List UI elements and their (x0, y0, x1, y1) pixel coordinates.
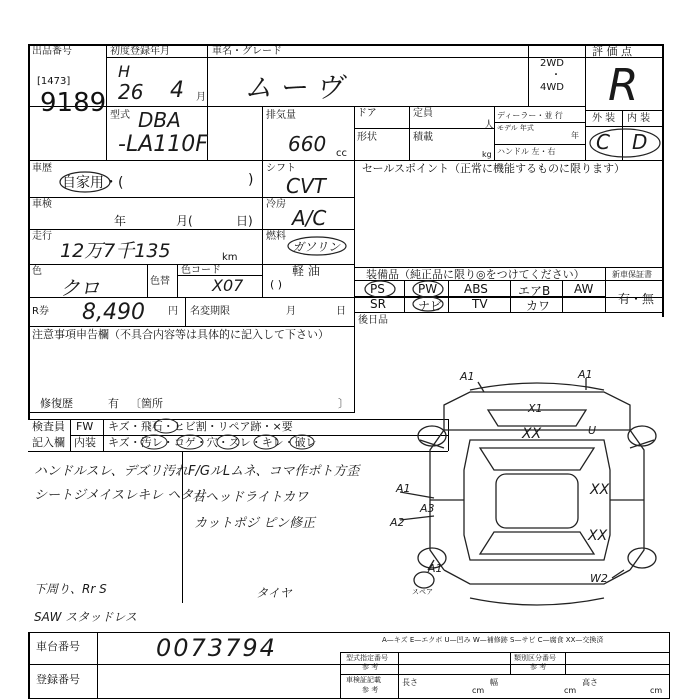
length-cm: cm (472, 686, 485, 695)
fuel-option: 軽 油 (292, 264, 320, 278)
interior-label: 内 装 (627, 113, 651, 124)
drive-2wd: 2WD (540, 58, 564, 69)
displacement-label: 排気量 (266, 110, 296, 121)
remark-5: カットポジ ピン修正 (194, 516, 316, 531)
ref-label-2: 参 考 (530, 663, 547, 671)
inspector-circle-marks (104, 418, 449, 452)
repair-label: 修復歴 (40, 397, 73, 410)
inspector-label-2: 記入欄 (32, 436, 65, 449)
width-label: 幅 (490, 678, 498, 687)
history-label: 車歴 (32, 163, 52, 174)
km-unit: km (222, 252, 238, 263)
remark-7: タイヤ (256, 586, 292, 600)
ref-label-3: 参 考 (362, 686, 379, 694)
height-cm: cm (650, 686, 663, 695)
history-value: 自家用・( (62, 175, 124, 191)
mark-a1-top-right: A1 (578, 368, 593, 381)
equip-airbag: エアB (518, 284, 551, 298)
remark-1: ハンドルスレ、デズリ汚れ (34, 464, 189, 479)
sales-point-label: セールスポイント（正常に機能するものに限ります） (362, 162, 626, 175)
shift-value: CVT (286, 174, 326, 198)
shift-label: シフト (266, 163, 296, 174)
width-cm: cm (564, 686, 577, 695)
color-change-label: 色替 (150, 276, 170, 287)
year-unit: 年 (571, 131, 579, 140)
remark-2: シートジメイスレキレ ヘタリ (34, 488, 207, 503)
exterior-label: 外 装 (592, 113, 616, 124)
drive-4wd: 4WD (540, 82, 564, 93)
equip-abs: ABS (464, 282, 488, 296)
chassis-label: 車台番号 (36, 640, 80, 653)
color-label: 色 (32, 266, 42, 277)
interior-insp-label: 内装 (74, 436, 96, 449)
new-warranty-label: 新車保証書 (612, 270, 652, 279)
load-label: 積載 (413, 132, 433, 143)
equipment-label: 装備品（純正品に限り◎をつけてください） (366, 268, 585, 281)
ac-value: A/C (292, 206, 327, 230)
fw-items: キズ・飛石・ヒビ割・リペア跡・×要 (108, 420, 293, 433)
shape-label: 形状 (357, 132, 377, 143)
reg-year: 26 (118, 80, 144, 104)
model-label: 車名・グレード (212, 46, 282, 57)
interior-grade: D (632, 130, 648, 154)
mark-w2: W2 (590, 572, 608, 585)
dealer-label: ディーラー・並 行 (497, 111, 563, 120)
grade-circle-mark (588, 126, 663, 160)
score-value: R (608, 60, 639, 111)
mark-a3: A3 (420, 502, 435, 515)
era: H (118, 62, 131, 81)
repair-value: 有 (108, 397, 119, 410)
mark-xx-b: XX (590, 482, 610, 498)
location-label: 〔箇所 (130, 397, 163, 410)
type-label: 型式 (110, 110, 130, 121)
lot-number: 9189 (40, 88, 107, 118)
remark-6: 下周り、Rr S (34, 582, 107, 596)
mark-x1: X1 (528, 402, 543, 415)
model-year-label: モデル 年式 (497, 124, 534, 132)
spec-label: 車検証記載 (346, 676, 381, 684)
type-cert-label: 型式指定番号 (346, 654, 388, 662)
doors-label: ドア (357, 108, 377, 119)
equip-leather: カワ (526, 299, 551, 313)
yen-unit: 円 (168, 306, 178, 317)
inspection-month-unit: 月( (176, 214, 193, 228)
ref-label-1: 参 考 (362, 663, 379, 671)
mileage-value: 12万7千135 (60, 240, 171, 262)
history-close: ) (248, 172, 254, 188)
inspection-label: 車検 (32, 199, 52, 210)
mark-a2: A2 (390, 516, 405, 529)
history-circle-mark (58, 170, 112, 194)
mark-u: U (588, 424, 597, 437)
mark-a1-top: A1 (460, 370, 475, 383)
capacity-label: 定員 (413, 108, 433, 119)
length-label: 長さ (402, 678, 418, 687)
r-ticket-value: 8,490 (82, 300, 145, 325)
mark-a1-bottom: A1 (428, 562, 443, 575)
equip-tv: TV (472, 297, 488, 311)
inspection-day-unit: 日) (236, 214, 253, 228)
height-label: 高さ (582, 678, 598, 687)
notes-label: 注意事項申告欄（不具合内容等は具体的に記入して下さい） (32, 328, 329, 341)
remark-3: F/GルLムネ、コマ作ポト方歪 (188, 464, 360, 479)
inspection-year-unit: 年 (114, 214, 127, 228)
model-name: ムーヴ (244, 71, 351, 104)
fuel-label: 燃料 (266, 231, 286, 242)
color-value: クロ (60, 276, 100, 300)
mileage-label: 走行 (32, 231, 52, 242)
equip-aw: AW (574, 282, 594, 296)
r-ticket-label: R券 (32, 306, 49, 317)
fw-label: FW (76, 420, 94, 433)
mark-a1-left: A1 (396, 482, 411, 495)
equip-sr: SR (370, 297, 386, 311)
spare-label: スペア (412, 588, 433, 596)
warranty-value: 有・無 (618, 292, 655, 306)
type-value-2: -LA110F (118, 132, 208, 157)
remark-8: SAW スタッドレス (34, 610, 137, 624)
color-code-label: 色コード (181, 265, 221, 276)
displacement-value: 660 (288, 132, 327, 156)
deadline-label: 名変期限 (190, 306, 230, 317)
month-unit: 月 (196, 92, 206, 103)
deadline-day-unit: 日 (336, 306, 346, 317)
lot-sub: [1473] (37, 76, 71, 87)
deadline-month-unit: 月 (286, 306, 296, 317)
fuel-circle-mark (286, 235, 348, 257)
location-close: 〕 (338, 397, 349, 410)
damage-legend: A—キズ E—エクボ U—凹み W—補修跡 S—サビ C—腐食 XX—交換済 (382, 636, 604, 644)
remark-4: 右ヘッドライトカワ (192, 490, 309, 505)
reg-number-label: 登録番号 (36, 673, 80, 686)
fuel-paren: ( ) (270, 278, 283, 291)
exterior-grade: C (596, 130, 610, 154)
mark-xx-a: XX (522, 426, 542, 442)
after-fit-label: 後日品 (358, 315, 388, 326)
class-label: 類別区分番号 (514, 654, 556, 662)
color-code-value: X07 (212, 276, 244, 295)
fuel-value: ガソリン (292, 240, 341, 254)
inspector-label-1: 検査員 (32, 420, 65, 433)
first-reg-label: 初度登録年月 (110, 46, 170, 57)
ac-label: 冷房 (266, 199, 286, 210)
equip-navi: ナビ (418, 299, 443, 313)
handle-label: ハンドル 左・右 (497, 147, 556, 156)
reg-month: 4 (170, 78, 184, 103)
equip-ps: PS (370, 282, 385, 296)
score-label: 評 価 点 (592, 45, 632, 58)
kg-unit: kg (482, 150, 492, 159)
drive-dot: ・ (551, 70, 561, 81)
person-unit: 人 (484, 120, 494, 131)
cc-unit: cc (336, 148, 347, 159)
chassis-value: 0073794 (156, 634, 277, 662)
equip-pw: PW (418, 282, 438, 296)
interior-insp-items: キズ・汚レ・コゲ・穴・スレ・キレ・破レ (108, 436, 317, 449)
lot-label: 出品番号 (32, 46, 72, 57)
equip-circle-marks (362, 279, 452, 313)
type-value-1: DBA (138, 108, 181, 132)
mark-xx-c: XX (588, 528, 608, 544)
